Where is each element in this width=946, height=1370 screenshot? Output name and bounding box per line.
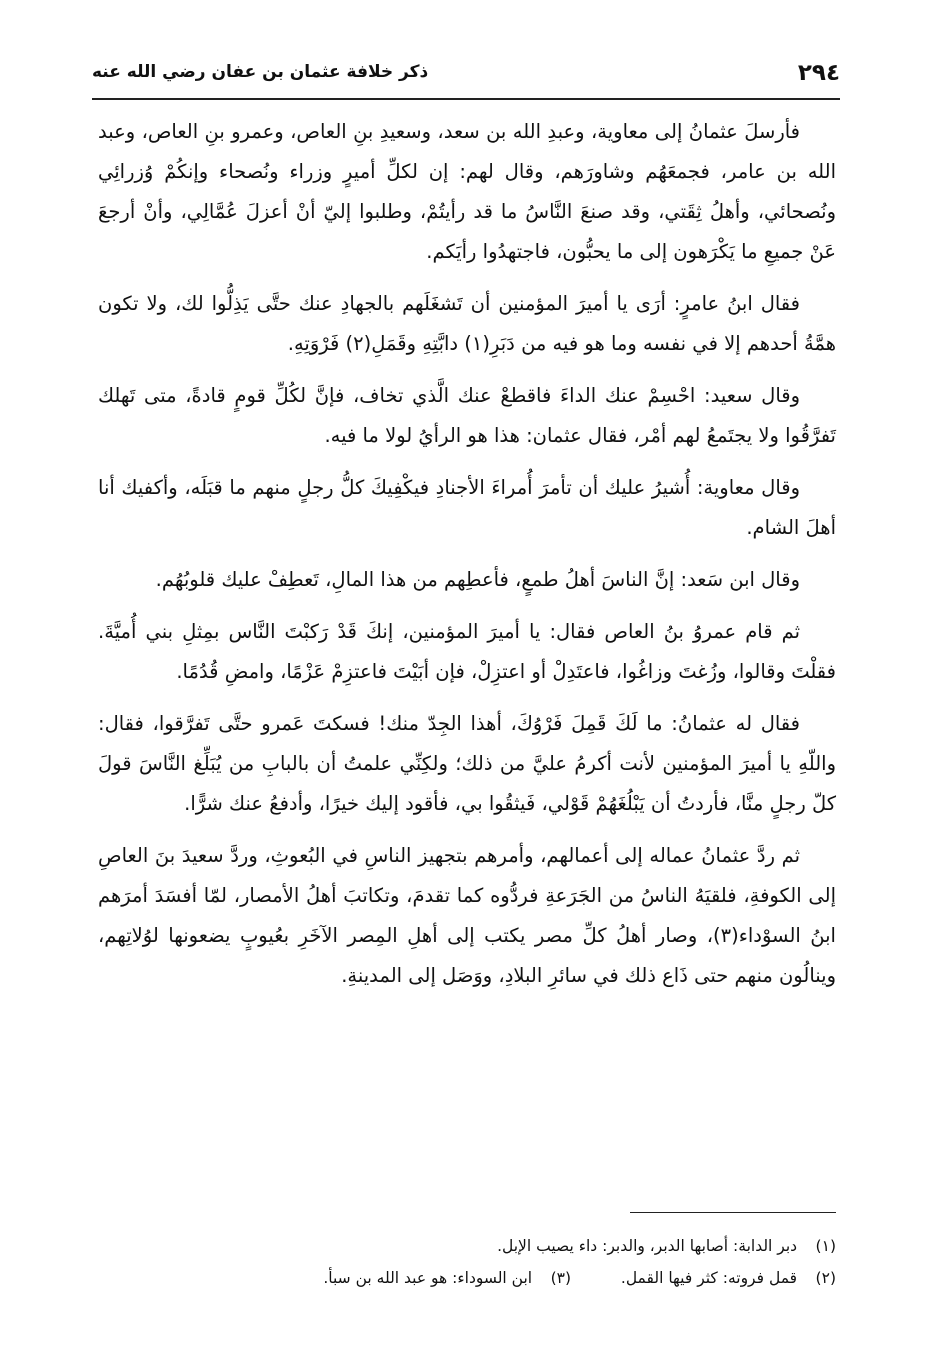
paragraph: وقال سعيد: احْسِمْ عنك الداءَ فاقطعْ عنك الَّذي تخاف، فإنَّ لكُلِّ قومٍ قادةً، متى تَهلك تَفرَّقُوا ولا يجتَمعُ لهم أمْر، فقال عثمان: هذا هو الرأيُ لولا ما فيه. [98, 384, 836, 447]
paragraph: فقال ابنُ عامرٍ: أرَى يا أميرَ المؤمنين أن تَشغَلَهم بالجهادِ عنك حتَّى يَذِلُّوا لك، ولا تكون همَّةُ أحدهم إلا في نفسه وما هو فيه من دَبَرِ(١) دابَّتِهِ وقَمَلِ(٢) فَرْوَتِهِ. [98, 292, 836, 355]
paragraph: ثم قام عمروُ بنُ العاص فقال: يا أميرَ المؤمنين، إنكَ قَدْ رَكبْتَ النَّاس بمِثلِ بني أُميَّةَ. فقلْتَ وقالوا، وزُغتَ وزاغُوا، فاعتَدِلْ أو اعتزِلْ، فإن أبَيْتَ فاعتزِمْ عَزْمًا، وامضِ قُدُمًا. [98, 620, 836, 683]
running-title: ذكر خلافة عثمان بن عفان رضي الله عنه [92, 62, 429, 82]
footnote-divider [630, 1212, 836, 1213]
footnote-number: (٣) [550, 1269, 572, 1287]
paragraph: وقال معاوية: أُشيرُ عليك أن تأمرَ أُمراءَ الأجنادِ فيكْفِيكَ كلُّ رجلٍ منهم ما قبَلَه، وأكفيك أنا أهلَ الشام. [98, 476, 836, 539]
footnotes [98, 1230, 836, 1294]
footnote-text: ابن السوداء: هو عبد الله بن سبأ. [323, 1269, 533, 1287]
paragraph: ثم ردَّ عثمانُ عماله إلى أعمالهم، وأمرهم بتجهيز الناسِ في البُعوثِ، وردَّ سعيدَ بنَ العاصِ إلى الكوفةِ، فلقيَهُ الناسُ من الجَرَعةِ فردُّوه كما تقدمَ، وتكاتبَ أهلُ الأمصار، لمّا أفسَدَ أمرَهم ابنُ السوْداء(٣)، وصار أهلُ كلِّ مصر يكتب إلى أهلِ المِصر الآخَرِ بعُيوبٍ يضعونها لوُلاتِهم، وينالُون منهم حتى ذَاع ذلك في سائرِ البلادِ، ووَصَل إلى المدينةِ. [98, 844, 836, 987]
paragraph: فأرسلَ عثمانُ إلى معاوية، وعبدِ الله بن سعد، وسعيدِ بنِ العاص، وعمرو بنِ العاص، وعبد الله بن عامر، فجمعَهُم وشاورَهم، وقال لهم: إن لكلِّ أميرٍ وزراء ونُصحاء وإنكُمْ وُزرائِي ونُصحائي، وأهلُ ثِقَتي، وقد صنعَ النَّاسُ ما قد رأيتُمْ، وطلبوا إليّ أنْ أعزلَ عُمَّالِي، وأنْ أرجعَ عَنْ جميعِ ما يَكْرَهون إلى ما يحبُّون، فاجتهدُوا رأيَكم. [98, 120, 836, 263]
footnote-line [98, 1262, 836, 1294]
page-header [92, 56, 840, 96]
footnote-text: دبر الدابة: أصابها الدبر، والدبر: داء يصيب الإبل. [497, 1237, 798, 1255]
footnote-number: (١) [815, 1237, 836, 1255]
paragraph: وقال ابن سَعد: إنَّ الناسَ أهلُ طمعٍ، فأعطِهم من هذا المالِ، تَعطِفْ عليك قلوبُهُم. [155, 568, 800, 591]
paragraph: فقال له عثمانُ: ما لَكَ قَمِلَ فَرْوُكَ، أهذا الجِدّ منك! فسكتَ عَمرو حتَّى تَفرَّقوا، فقال: واللّهِ يا أميرَ المؤمنين لأنت أكرمُ عليَّ من ذلك؛ ولكِنِّي علمتُ أن بالبابِ من يُبَلِّغ النَّاسَ قولَ كلّ رجلٍ منَّا، فأردتُ أن يَبْلُغَهُمْ قَوْلي، فَيثقُوا بي، فأقود إليك خيرًا، وأدفعُ عنك شرًّا. [98, 712, 836, 815]
main-text [98, 112, 836, 1008]
header-divider [92, 98, 840, 100]
footnote-line [98, 1230, 836, 1262]
footnote-text: قمل فروته: كثر فيها القمل. [620, 1269, 798, 1287]
footnote-number: (٢) [815, 1269, 836, 1287]
page-number: ٢٩٤ [797, 60, 840, 86]
